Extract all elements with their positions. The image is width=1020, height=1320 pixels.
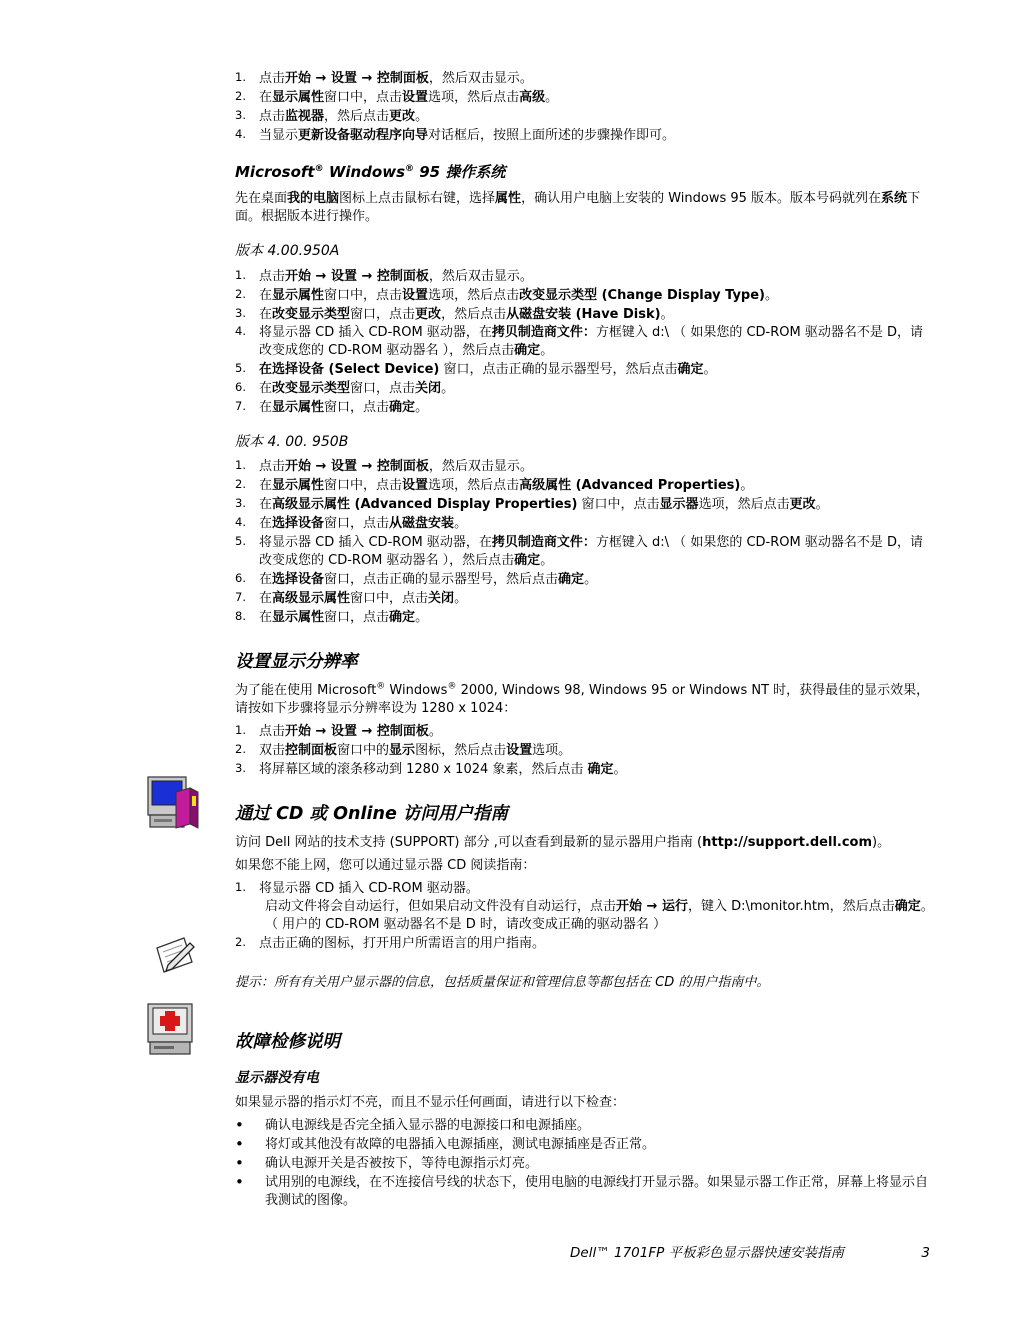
registered-mark: ®	[376, 681, 386, 692]
step-number: 3.	[235, 107, 246, 122]
win95-heading-part: 95 操作系统	[414, 162, 506, 181]
resolution-intro-part: Windows	[385, 683, 448, 699]
list-item	[235, 880, 935, 934]
bold-term: 监视器	[285, 108, 325, 124]
setup-steps-list	[235, 70, 935, 145]
text-run: 在	[259, 591, 273, 606]
bold-term: 显示	[389, 742, 416, 758]
list-item	[235, 723, 935, 741]
text-run: 在	[259, 306, 273, 322]
text-run: 图标，然后点击	[415, 742, 507, 758]
text-run: 窗口，点击	[350, 381, 416, 397]
page-number: 3	[921, 1245, 930, 1261]
troubleshoot-monitor-icon	[146, 1002, 196, 1058]
text-run: 先在桌面	[235, 191, 288, 207]
step-number: 1.	[235, 267, 246, 282]
step-number: 2.	[235, 88, 246, 103]
text-run: 点击	[259, 71, 286, 86]
bold-term: 系统	[881, 191, 908, 207]
bold-term: 显示属性	[272, 89, 325, 105]
text-run: 。	[815, 497, 829, 513]
text-run: 点击	[259, 459, 286, 475]
online-guide-heading: 通过 CD 或 Online 访问用户指南	[235, 803, 508, 824]
text-run: 将显示器 CD 插入 CD-ROM 驱动器，在	[259, 325, 492, 341]
text-run: 窗口中，点击	[324, 89, 403, 105]
bold-term: 选择设备	[272, 516, 325, 532]
step-text: 点击正确的图标，打开用户所需语言的用户指南。	[259, 935, 546, 951]
step-number: 5.	[235, 361, 246, 376]
bold-term: 显示属性	[272, 400, 325, 416]
step-number: 6.	[235, 571, 246, 586]
registered-mark: ®	[314, 163, 324, 174]
step-number: 3.	[235, 496, 246, 511]
bold-term: 高级显示属性	[272, 591, 351, 606]
resolution-heading: 设置显示分辨率	[235, 651, 358, 672]
text-run: 。	[765, 287, 779, 303]
list-item	[235, 287, 935, 305]
bold-term: 确定	[894, 898, 921, 914]
bold-term: 更改	[415, 306, 442, 322]
text-run: 。	[441, 381, 455, 397]
resolution-intro-part: 2000, Windows 98, Windows 95 or Windows NT 时，获得最佳的显示效果，请按如下步骤将显示分辨率设为 1280 x 1024：	[235, 683, 930, 716]
text-run: 在	[259, 478, 273, 494]
bold-term: 显示属性	[272, 609, 325, 625]
step-number: 1.	[235, 879, 246, 894]
step-number: 7.	[235, 399, 246, 414]
online-guide-para	[235, 834, 935, 852]
text-run: ，然后点击	[324, 108, 390, 124]
list-item	[235, 571, 935, 589]
text-run: 点击	[259, 268, 286, 284]
list-item	[235, 268, 935, 286]
bold-term: 更新设备驱动程序向导	[298, 127, 429, 143]
bold-term: 设置	[402, 89, 429, 105]
bold-term: 关闭	[428, 591, 455, 606]
text-run: 双击	[259, 742, 286, 758]
online-guide-cd-para: 如果您不能上网，您可以通过显示器 CD 阅读指南：	[235, 857, 536, 873]
no-power-checklist	[235, 1117, 935, 1210]
resolution-intro	[235, 682, 935, 718]
text-run: 将显示器 CD 插入 CD-ROM 驱动器，在	[259, 535, 492, 551]
step-number: 8.	[235, 608, 246, 623]
bold-term: 在选择设备 (Select Device)	[259, 362, 440, 378]
text-run: 将屏幕区域的滚条移动到 1280 x 1024 象素，然后点击	[259, 761, 588, 777]
text-run: 窗口，点击	[350, 306, 416, 322]
list-item	[235, 534, 935, 570]
bold-term: 拷贝制造商文件：	[491, 535, 596, 551]
text-run: 启动文件将会自动运行，但如果启动文件没有自动运行，点击	[265, 898, 617, 914]
bullet-icon: •	[235, 1115, 244, 1134]
list-item	[235, 89, 935, 107]
step-number: 2.	[235, 286, 246, 301]
troubleshooting-heading: 故障检修说明	[235, 1032, 340, 1053]
text-run: 选项，然后点击	[428, 287, 520, 303]
text-run: 。	[415, 108, 429, 124]
list-item	[235, 70, 935, 88]
list-item	[235, 742, 935, 760]
footer-title: Dell™ 1701FP 平板彩色显示器快速安装指南	[570, 1245, 845, 1261]
bold-term: 拷贝制造商文件：	[491, 325, 596, 341]
step-continuation	[259, 898, 935, 934]
list-item	[235, 477, 935, 495]
win95-heading-part: Windows	[323, 162, 406, 181]
text-run: 当显示	[259, 127, 299, 143]
text-run: ，然后双击显示。	[428, 459, 533, 475]
list-item	[235, 1155, 935, 1173]
text-run: 点击	[259, 723, 286, 739]
list-item	[235, 306, 935, 324]
resolution-intro-part: 为了能在使用 Microsoft	[235, 683, 377, 699]
text-run: ，然后双击显示。	[428, 71, 533, 86]
step-number: 1.	[235, 722, 246, 737]
bold-term: 确定	[677, 362, 704, 378]
text-run: 。	[584, 572, 598, 588]
text-run: 在	[259, 287, 273, 303]
text-run: 窗口，点击正确的显示器型号，然后点击	[439, 362, 678, 378]
text-run: 在	[259, 400, 273, 416]
text-run: 窗口中，点击	[324, 287, 403, 303]
text-run: 在	[259, 609, 273, 625]
note-text: 提示：所有有关用户显示器的信息，包括质量保证和管理信息等都包括在 CD 的用户指南中。	[235, 975, 770, 991]
text-run: ，然后双击显示。	[428, 268, 533, 284]
text-run: 窗口中，点击	[577, 497, 660, 513]
list-item	[235, 1117, 935, 1135]
step-number: 4.	[235, 515, 246, 530]
no-power-heading: 显示器没有电	[235, 1069, 319, 1086]
bullet-icon: •	[235, 1172, 244, 1191]
bold-term: 改变显示类型	[272, 381, 351, 397]
version-a-heading: 版本 4.00.950A	[235, 243, 340, 260]
win95-intro	[235, 190, 935, 226]
bold-term: 改变显示类型	[272, 306, 351, 322]
text-run: ，键入 D:\monitor.htm，然后点击	[687, 898, 895, 914]
bullet-icon: •	[235, 1153, 244, 1172]
text-run: 窗口中的	[337, 742, 390, 758]
text-run: 。	[428, 723, 442, 739]
step-number: 1.	[235, 70, 246, 84]
text-run: ，确认用户电脑上安装的 Windows 95 版本。版本号码就列在	[521, 191, 882, 207]
text-run: 。	[415, 400, 429, 416]
bold-term: 开始 → 设置 → 控制面板	[285, 459, 429, 475]
list-item	[235, 609, 935, 627]
text-run: 在	[259, 497, 273, 513]
bold-term: http://support.dell.com	[702, 834, 873, 850]
bold-term: 设置	[506, 742, 533, 758]
step-number: 1.	[235, 458, 246, 473]
list-item	[235, 380, 935, 398]
text-run: 在	[259, 516, 273, 532]
text-run: 。	[613, 761, 627, 777]
bold-term: 更改	[389, 108, 416, 124]
text-run: 窗口中，点击	[324, 478, 403, 494]
text-run: 窗口，点击	[324, 609, 390, 625]
text-run: 。	[454, 591, 468, 606]
text-run: 访问 Dell 网站的技术支持 (SUPPORT) 部分 ,可以查看到最新的显示器用户指南 (	[235, 834, 703, 850]
text-run: 。（ 用户的 CD-ROM 驱动器名不是 D 时，请改变成正确的驱动器名 ）	[265, 898, 934, 932]
step-number: 4.	[235, 324, 246, 339]
text-run: 下面。根据版本进行操作。	[235, 191, 921, 225]
text-run: 。	[454, 516, 468, 532]
win95-heading	[235, 162, 935, 183]
text-run: 窗口，点击	[324, 516, 390, 532]
list-item	[235, 458, 935, 476]
bold-term: 开始 → 设置 → 控制面板	[285, 268, 429, 284]
text-run: 。	[703, 362, 717, 378]
version-b-heading: 版本 4. 00. 950B	[235, 434, 349, 451]
win95-heading-part: Microsoft	[235, 162, 315, 181]
bullet-text: 将灯或其他没有故障的电器插入电源插座，测试电源插座是否正常。	[265, 1136, 656, 1152]
text-run: 选项，然后点击	[428, 89, 520, 105]
text-run: 窗口中，点击	[350, 591, 429, 606]
text-run: 对话框后，按照上面所述的步骤操作即可。	[428, 127, 676, 143]
step-number: 2.	[235, 477, 246, 492]
list-item	[235, 399, 935, 417]
bold-term: 设置	[402, 478, 429, 494]
bullet-text: 确认电源开关是否被按下，等待电源指示灯亮。	[265, 1155, 539, 1171]
bold-term: 控制面板	[285, 742, 338, 758]
text-run: 在	[259, 89, 273, 105]
bold-term: 显示属性	[272, 287, 325, 303]
text-run: 在	[259, 381, 273, 397]
list-item	[235, 761, 935, 779]
bold-term: 显示器	[659, 497, 699, 513]
list-item	[235, 1136, 935, 1154]
bold-term: 改变显示类型 (Change Display Type)	[519, 287, 765, 303]
step-text: 将显示器 CD 插入 CD-ROM 驱动器。	[259, 880, 479, 896]
list-item	[235, 935, 935, 953]
step-number: 7.	[235, 590, 246, 604]
version-b-steps	[235, 458, 935, 626]
monitor-book-icon	[146, 774, 204, 832]
bullet-text: 试用别的电源线，在不连接信号线的状态下，使用电脑的电源线打开显示器。如果显示器工作正常，屏幕上将显示自我测试的图像。	[265, 1174, 929, 1208]
step-number: 3.	[235, 760, 246, 775]
text-run: 选项，然后点击	[428, 478, 520, 494]
list-item	[235, 496, 935, 514]
list-item	[235, 361, 935, 379]
step-number: 5.	[235, 534, 246, 549]
list-item	[235, 590, 935, 608]
step-number: 4.	[235, 126, 246, 141]
note-pencil-icon	[154, 934, 196, 976]
list-item	[235, 1174, 935, 1210]
step-number: 3.	[235, 305, 246, 320]
step-number: 6.	[235, 380, 246, 395]
step-number: 2.	[235, 934, 246, 949]
text-run: 。	[540, 343, 554, 359]
bullet-icon: •	[235, 1134, 244, 1153]
bold-term: 选择设备	[272, 572, 325, 588]
bold-term: 属性	[495, 191, 522, 207]
text-run: 在	[259, 572, 273, 588]
bold-term: 高级属性 (Advanced Properties)	[519, 478, 741, 494]
bold-term: 开始 → 运行	[616, 898, 688, 914]
bold-term: 确定	[514, 343, 541, 359]
text-run: 窗口，点击	[324, 400, 390, 416]
bold-term: 设置	[402, 287, 429, 303]
bold-term: 确定	[558, 572, 585, 588]
bold-term: 确定	[587, 761, 614, 777]
bold-term: 确定	[389, 609, 416, 625]
bold-term: 从磁盘安装 (Have Disk)	[506, 306, 661, 322]
page-footer	[570, 1244, 940, 1263]
list-item	[235, 127, 935, 145]
text-run: 图标上点击鼠标右键，选择	[339, 191, 496, 207]
bold-term: 我的电脑	[287, 191, 340, 207]
no-power-intro: 如果显示器的指示灯不亮，而且不显示任何画面，请进行以下检查：	[235, 1094, 626, 1110]
text-run: 。	[740, 478, 754, 494]
bold-term: 开始 → 设置 → 控制面板	[285, 71, 429, 86]
bold-term: 显示属性	[272, 478, 325, 494]
main-content	[235, 70, 935, 1210]
text-run: 方框键入 d:\ （ 如果您的 CD-ROM 驱动器名不是 D，请改变成您的 CD-ROM 驱动器名 ），然后点击	[259, 535, 923, 569]
bold-term: 开始 → 设置 → 控制面板	[285, 723, 429, 739]
registered-mark: ®	[447, 681, 457, 692]
text-run: 选项。	[532, 742, 572, 758]
text-run: 窗口，点击正确的显示器型号，然后点击	[324, 572, 559, 588]
bold-term: 关闭	[415, 381, 442, 397]
text-run: )。	[872, 834, 891, 850]
step-number: 2.	[235, 741, 246, 756]
text-run: 。	[660, 306, 674, 322]
text-run: 选项，然后点击	[698, 497, 790, 513]
bold-term: 更改	[789, 497, 816, 513]
bullet-text: 确认电源线是否完全插入显示器的电源接口和电源插座。	[265, 1117, 591, 1133]
registered-mark: ®	[405, 163, 415, 174]
version-a-steps	[235, 268, 935, 418]
resolution-steps	[235, 723, 935, 779]
text-run: 。	[540, 553, 554, 569]
text-run: 方框键入 d:\ （ 如果您的 CD-ROM 驱动器名不是 D，请改变成您的 CD-ROM 驱动器名 ），然后点击	[259, 325, 923, 359]
bold-term: 确定	[389, 400, 416, 416]
list-item	[235, 515, 935, 533]
list-item	[235, 108, 935, 126]
text-run: 。	[545, 89, 559, 105]
bold-term: 高级显示属性 (Advanced Display Properties)	[272, 497, 578, 513]
online-guide-steps	[235, 880, 935, 953]
bold-term: 高级	[519, 89, 546, 105]
text-run: 。	[415, 609, 429, 625]
bold-term: 确定	[514, 553, 541, 569]
text-run: ，然后点击	[441, 306, 507, 322]
list-item	[235, 324, 935, 360]
bold-term: 从磁盘安装	[389, 516, 455, 532]
text-run: 点击	[259, 108, 286, 124]
